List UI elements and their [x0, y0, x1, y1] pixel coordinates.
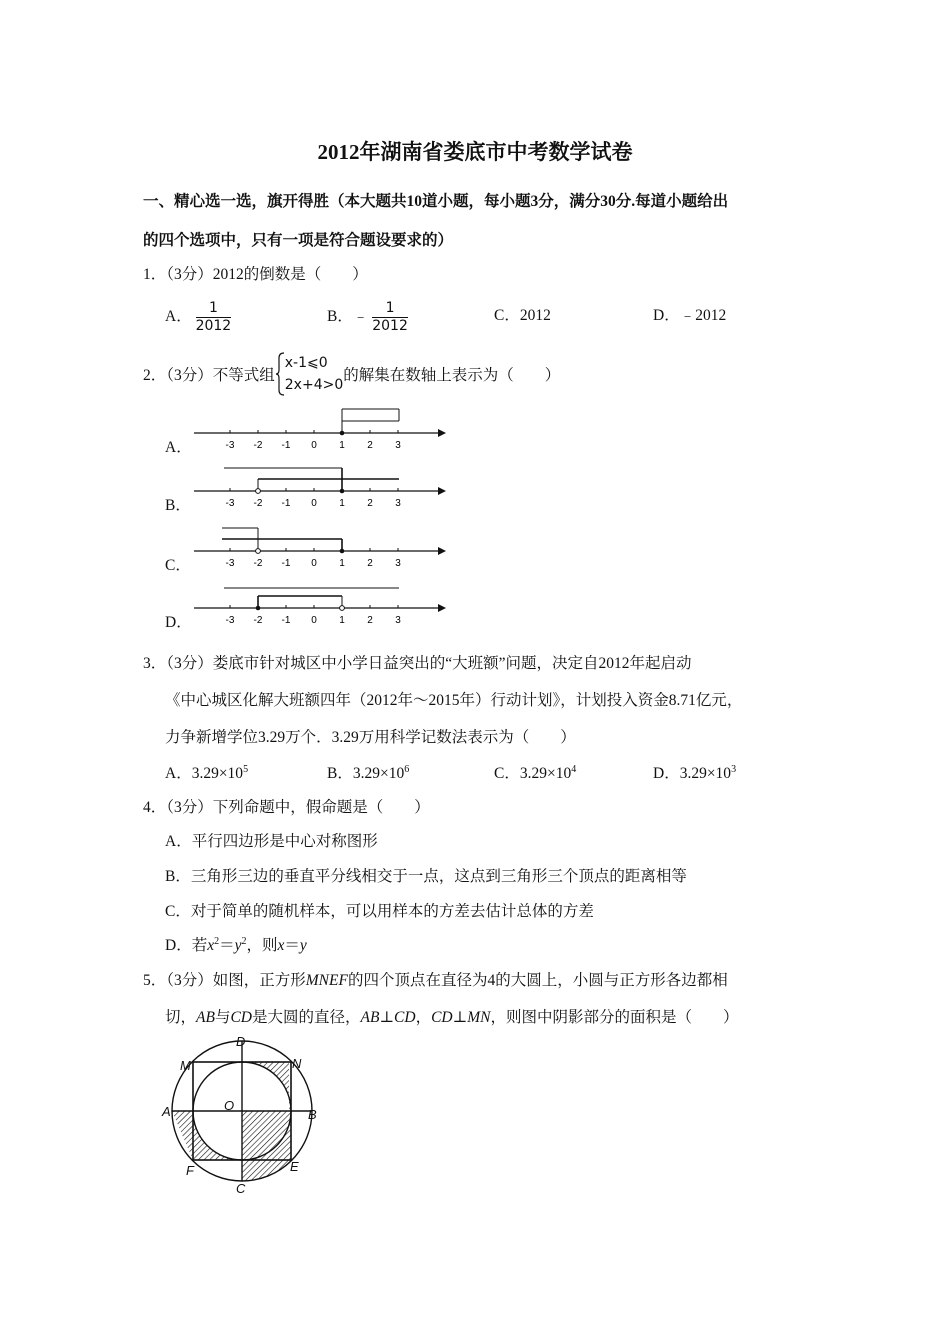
text: 是大圆的直径，: [252, 1009, 361, 1026]
solid-dot: [340, 549, 345, 554]
exponent: 4: [571, 764, 577, 775]
exponent: 2: [241, 936, 247, 947]
tick-label: -2: [253, 498, 263, 509]
var-x: x: [277, 937, 285, 954]
label-a: A: [162, 1104, 171, 1119]
label-d: D: [236, 1034, 246, 1049]
q2-prefix: 2．（3分）不等式组: [143, 367, 275, 384]
tick-label: 3: [395, 615, 401, 626]
open-dot: [340, 606, 345, 611]
equals: ＝: [284, 937, 300, 954]
text: 5．（3分）如图，正方形: [143, 972, 306, 989]
q4-option-a: A．平行四边形是中心对称图形: [165, 833, 378, 850]
label-m: M: [180, 1058, 191, 1073]
text: ，: [415, 1009, 432, 1026]
solution-bracket: [224, 588, 399, 610]
segment-cd: CD: [230, 1009, 253, 1026]
equals: ＝: [219, 937, 235, 954]
label-c: C: [236, 1181, 246, 1196]
option-text: C．3.29×10: [494, 765, 572, 782]
open-dot: [256, 489, 261, 494]
label-e: E: [290, 1159, 299, 1174]
question-2-text: [143, 352, 560, 396]
question-1-text: 1．（3分）2012的倒数是（ ）: [143, 266, 368, 283]
var-y: y: [299, 937, 307, 954]
q4-option-b: B．三角形三边的垂直平分线相交于一点，这点到三角形三个顶点的距离相等: [165, 868, 687, 885]
tick-label: -2: [253, 615, 263, 626]
tick-label: 0: [311, 440, 317, 451]
question-3-line1: 3．（3分）娄底市针对城区中小学日益突出的“大班额”问题，决定自2012年起启动: [143, 655, 692, 672]
tick-label: 1: [339, 615, 345, 626]
tick-label: 3: [395, 498, 401, 509]
tick-label: 0: [311, 498, 317, 509]
tick-label: -2: [253, 440, 263, 451]
option-label: A．: [165, 308, 192, 326]
label-o: O: [224, 1098, 235, 1113]
q3-option-c: [494, 761, 576, 783]
tick-label: -3: [225, 498, 235, 509]
option-text: D．3.29×10: [653, 765, 732, 782]
tick-label: 0: [311, 558, 317, 569]
tick-label: 1: [339, 558, 345, 569]
number-line-axis: [194, 604, 446, 612]
section-heading-line2: 的四个选项中，只有一项是符合题设要求的）: [143, 232, 454, 249]
number-line-axis: [194, 547, 446, 555]
option-text: A．3.29×10: [165, 765, 244, 782]
minus-sign: ﹣: [352, 308, 369, 326]
number-line-axis: [194, 487, 446, 495]
q1-option-d: D．﹣2012: [653, 307, 727, 324]
segment-ab: AB: [196, 1009, 215, 1026]
text: 切，: [165, 1009, 197, 1026]
q2-option-c-label: C．: [165, 557, 191, 574]
option-text: B．3.29×10: [327, 765, 405, 782]
tick-label: 3: [395, 440, 401, 451]
exponent: 5: [243, 764, 249, 775]
label-n: N: [292, 1056, 302, 1071]
q2-option-d-label: D．: [165, 614, 192, 631]
q4-option-d: [165, 933, 307, 955]
option-label: B．: [327, 308, 353, 326]
fraction: [372, 300, 408, 335]
shaded-region-bottom-segment: [242, 1160, 291, 1181]
relation: CD⊥MN: [431, 1009, 491, 1026]
tick-label: -1: [281, 498, 291, 509]
tick-label: 2: [367, 558, 373, 569]
tick-label: 2: [367, 615, 373, 626]
tick-label: -1: [281, 615, 291, 626]
var-y: y: [234, 937, 242, 954]
solid-dot: [340, 489, 345, 494]
tick-label: 1: [339, 498, 345, 509]
square-name: MNEF: [305, 972, 348, 989]
open-dot: [256, 549, 261, 554]
label-f: F: [186, 1163, 194, 1178]
fraction-denominator: 2012: [195, 318, 232, 334]
solid-dot: [256, 606, 261, 611]
question-5-line2: [165, 1005, 738, 1027]
solution-bracket: [224, 468, 399, 493]
shaded-region-left: [172, 1111, 242, 1160]
number-line-b: [190, 463, 450, 511]
page-title: 2012年湖南省娄底市中考数学试卷: [317, 140, 633, 164]
tick-label: -1: [281, 440, 291, 451]
q4-option-c: C．对于简单的随机样本，可以用样本的方差去估计总体的方差: [165, 903, 594, 920]
q1-option-b: [327, 300, 408, 335]
q3-option-b: [327, 761, 409, 783]
q2-option-a-label: A．: [165, 439, 192, 456]
exponent: 6: [404, 764, 410, 775]
inequality-system: [275, 352, 343, 396]
tick-label: 1: [339, 440, 345, 451]
fraction-numerator: 1: [372, 300, 408, 318]
q2-option-b-label: B．: [165, 497, 191, 514]
solution-bracket: [222, 528, 344, 553]
question-3-line2: 《中心城区化解大班额四年（2012年～2015年）行动计划》，计划投入资金8.71亿元，: [165, 692, 743, 709]
solid-dot: [340, 431, 345, 436]
fraction-denominator: 2012: [372, 318, 408, 334]
relation: AB⊥CD: [360, 1009, 416, 1026]
solution-bracket: [340, 409, 399, 435]
number-line-axis: [194, 429, 446, 437]
tick-label: 0: [311, 615, 317, 626]
number-line-d: [190, 580, 450, 628]
tick-label: -3: [225, 558, 235, 569]
number-line-a: [190, 405, 450, 453]
brace-icon: [275, 352, 285, 396]
q1-option-a: [165, 300, 231, 335]
q1-option-c: C．2012: [494, 307, 551, 324]
text: ，则图中阴影部分的面积是（ ）: [490, 1009, 739, 1026]
geometry-figure: [158, 1030, 328, 1200]
question-5-line1: [143, 968, 728, 990]
fraction-numerator: 1: [196, 300, 232, 318]
q3-option-d: [653, 761, 736, 783]
number-line-c: [190, 523, 450, 571]
question-4-text: 4．（3分）下列命题中，假命题是（ ）: [143, 799, 430, 816]
tick-label: -3: [225, 615, 235, 626]
question-3-line3: 力争新增学位3.29万个．3.29万用科学记数法表示为（ ）: [165, 729, 576, 746]
tick-label: 2: [367, 440, 373, 451]
text: 与: [214, 1009, 231, 1026]
inequality-2: 2x+4>0: [284, 377, 344, 393]
tick-label: -2: [253, 558, 263, 569]
inequality-1: x-1⩽0: [284, 355, 328, 371]
fraction: [196, 300, 232, 335]
option-text: D．若: [165, 937, 208, 954]
exponent: 2: [214, 936, 220, 947]
q3-option-a: [165, 761, 248, 783]
label-b: B: [308, 1107, 317, 1122]
tick-label: 2: [367, 498, 373, 509]
exponent: 3: [731, 764, 737, 775]
tick-label: -3: [225, 440, 235, 451]
var-x: x: [207, 937, 215, 954]
text: 的四个顶点在直径为4的大圆上，小圆与正方形各边都相: [347, 972, 728, 989]
tick-label: 3: [395, 558, 401, 569]
q2-suffix: 的解集在数轴上表示为（ ）: [343, 367, 561, 384]
section-heading-line1: 一、精心选一选，旗开得胜（本大题共10道小题，每小题3分，满分30分.每道小题给出: [143, 193, 729, 210]
tick-label: -1: [281, 558, 291, 569]
option-text: ，则: [246, 937, 278, 954]
